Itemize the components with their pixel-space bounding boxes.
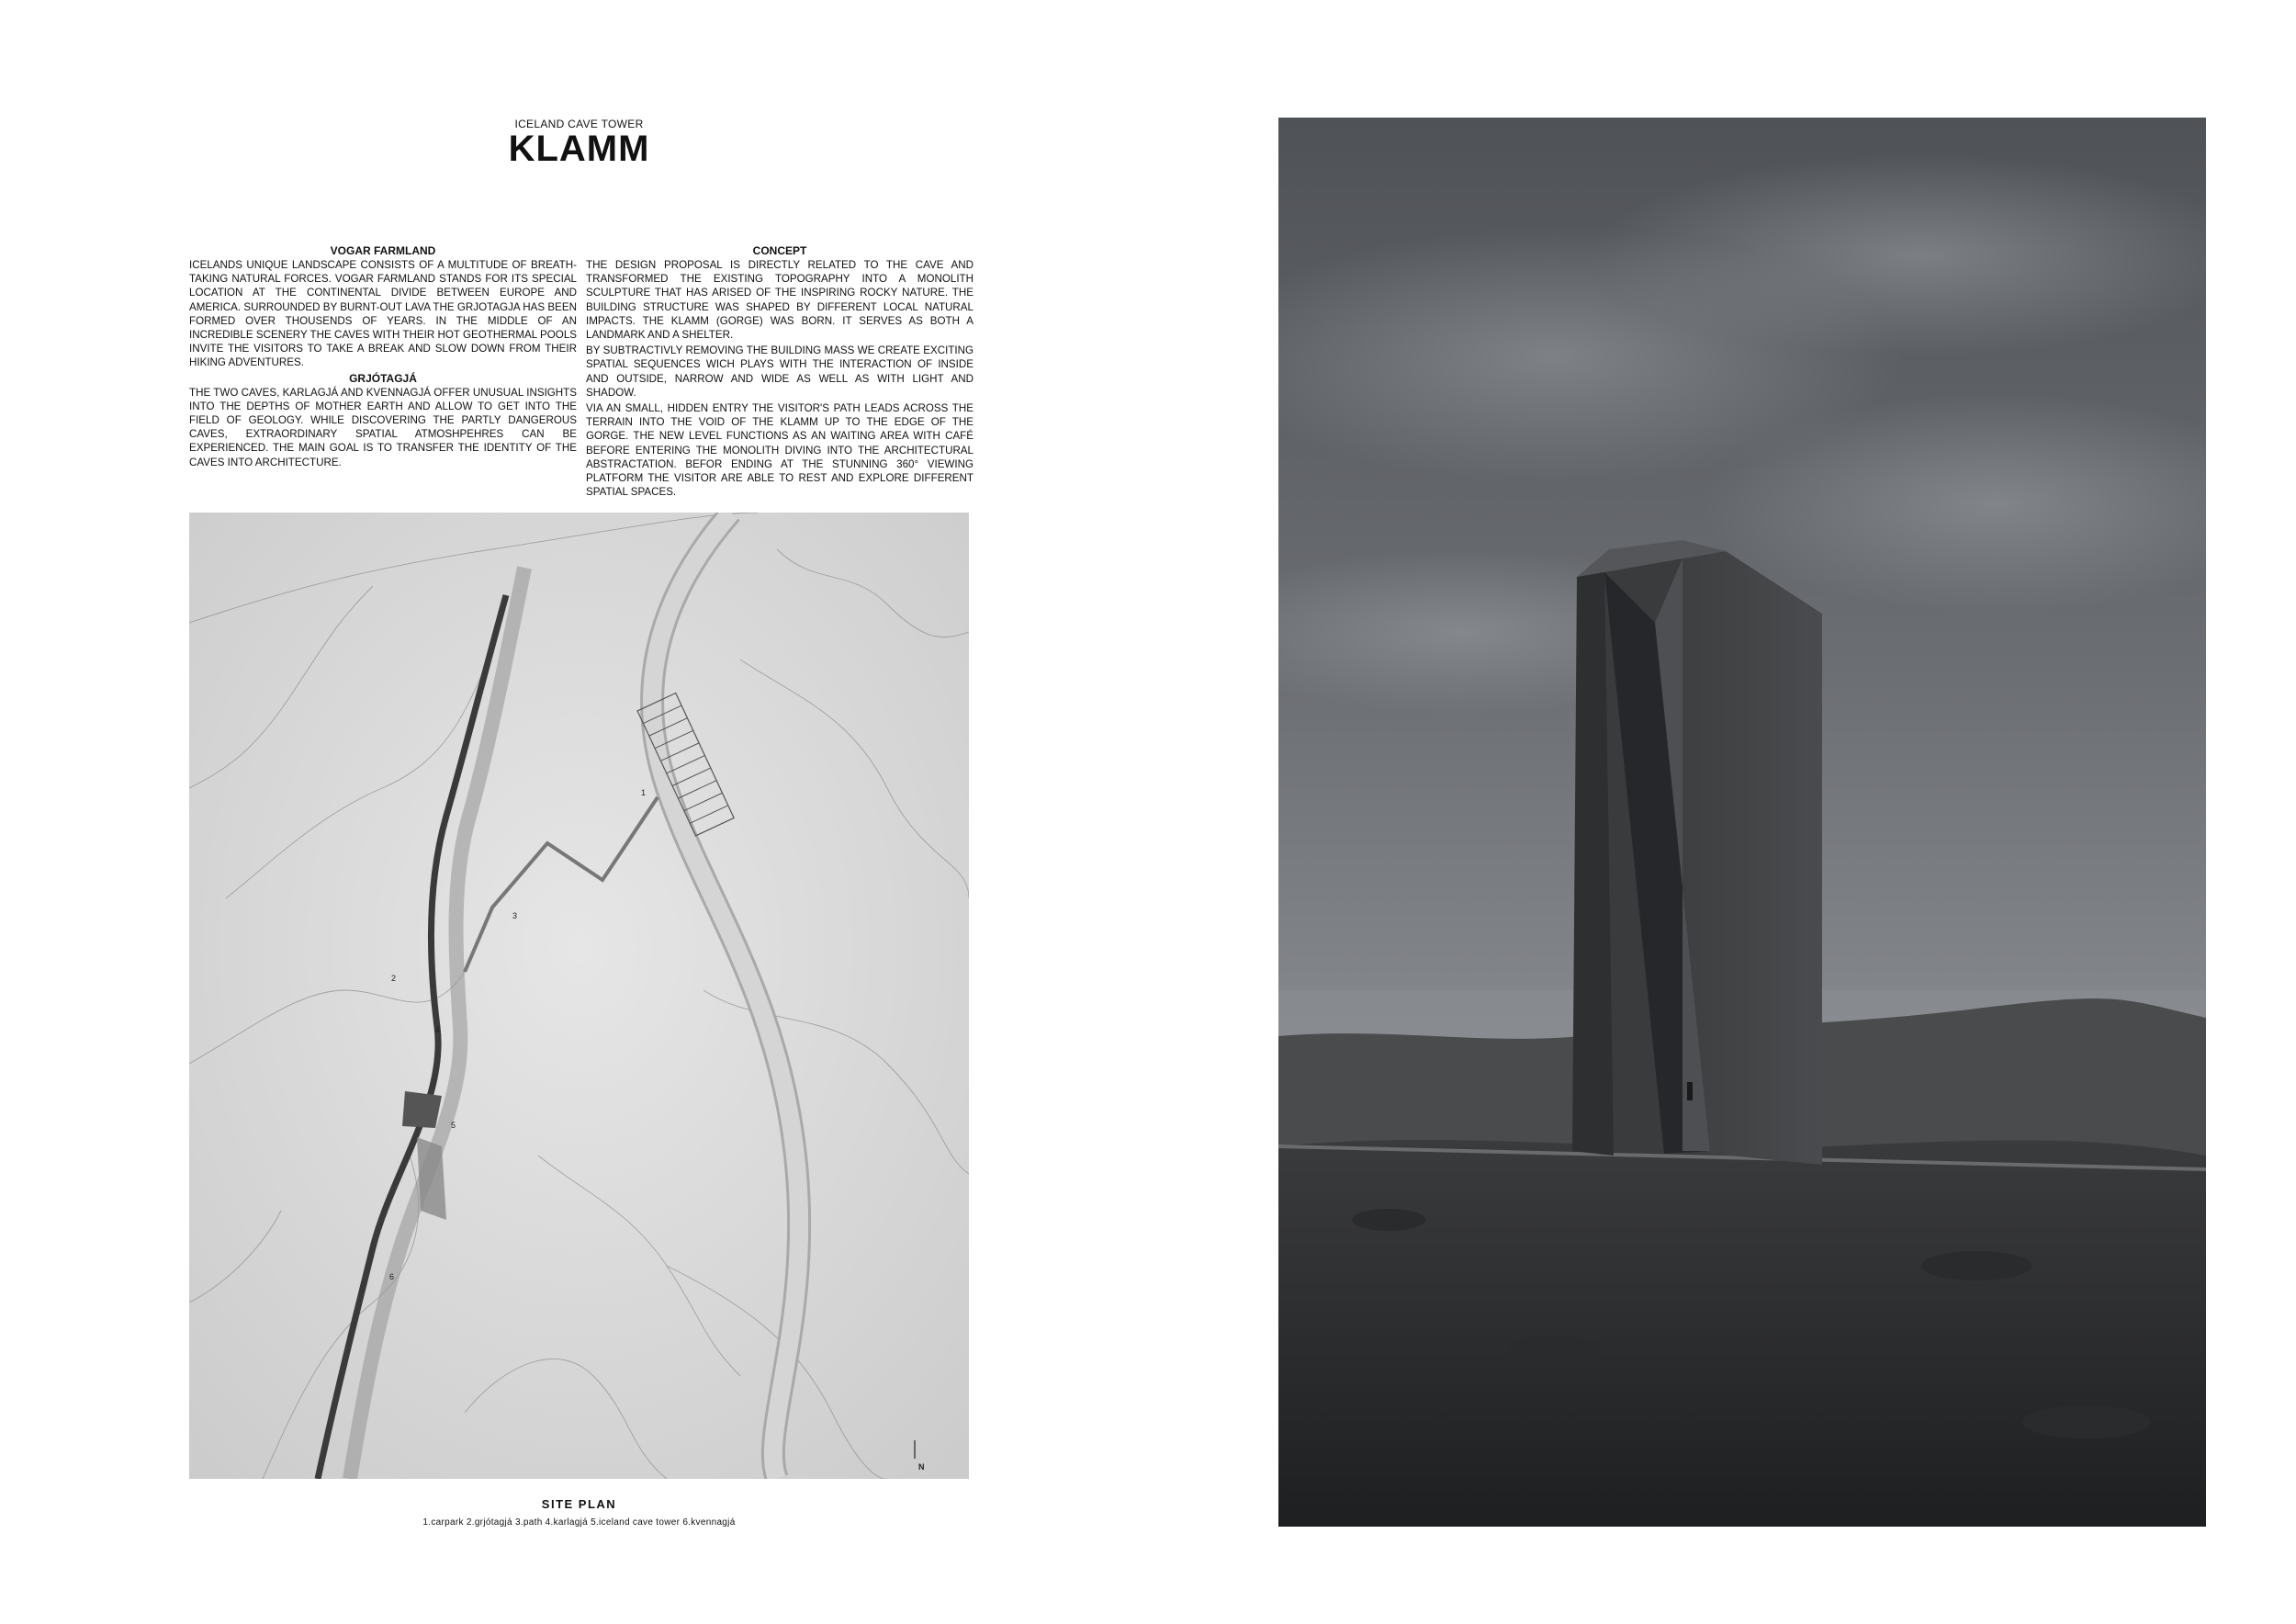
- project-subtitle: ICELAND CAVE TOWER: [514, 118, 644, 130]
- text-column-right: [586, 244, 974, 501]
- plan-label: 5: [451, 1121, 456, 1130]
- section-body: THE DESIGN PROPOSAL IS DIRECTLY RELATED TO THE CAVE AND TRANSFORMED THE EXISTING TOPOGRAPHY INTO A MONOLITH SCULPTURE THAT HAS ARISED OF THE INSPIRING ROCKY NATURE. THE BUILDING STRUCTURE WAS SHAPED BY DIFFERENT LOCAL NATURAL IMPACTS. THE KLAMM (GORGE) WAS BORN. IT SERVES AS BOTH A LANDMARK AND A SHELTER.: [586, 259, 974, 342]
- project-title: KLAMM: [508, 129, 650, 169]
- section-heading: VOGAR FARMLAND: [330, 244, 436, 257]
- plan-label: 1: [641, 788, 647, 797]
- section-body: VIA AN SMALL, HIDDEN ENTRY THE VISITOR'S PATH LEADS ACROSS THE TERRAIN INTO THE VOID OF THE KLAMM UP TO THE EDGE OF THE GORGE. THE NEW LEVEL FUNCTIONS AS AN WAITING AREA WITH CAFÉ BEFORE ENTERING THE MONOLITH DIVING INTO THE ARCHITECTURAL ABSTRACTATION. BEFOR ENDING AT THE STUNNING 360° VIEWING PLATFORM THE VISITOR ARE ABLE TO REST AND EXPLORE DIFFERENT SPATIAL SPACES.: [586, 402, 974, 499]
- site-plan-drawing: [189, 513, 969, 1479]
- svg-text:N: N: [918, 1462, 925, 1472]
- section-heading: GRJÓTAGJÁ: [349, 371, 417, 385]
- section-body: ICELANDS UNIQUE LANDSCAPE CONSISTS OF A MULTITUDE OF BREATH-TAKING NATURAL FORCES. VOGAR FARMLAND STANDS FOR ITS SPECIAL LOCATION AT THE CONTINENTAL DIVIDE BETWEEN EUROPE AND AMERICA. SURROUNDED BY BURNT-OUT LAVA THE GRJOTAGJA HAS BEEN FORMED OVER THOUSENDS OF YEARS. IN THE MIDDLE OF AN INCREDIBLE SCENERY THE CAVES WITH THEIR HOT GEOTHERMAL POOLS INVITE THE VISITORS TO TAKE A BREAK AND SLOW DOWN FROM THEIR HIKING ADVENTURES.: [189, 259, 577, 369]
- section-body: BY SUBTRACTIVLY REMOVING THE BUILDING MASS WE CREATE EXCITING SPATIAL SEQUENCES WICH PLAYS WITH THE INTERACTION OF INSIDE AND OUTSIDE, NARROW AND WIDE AS WELL AS WITH LIGHT AND SHADOW.: [586, 344, 974, 399]
- rendering-svg: [1278, 118, 2206, 1527]
- site-plan-legend: 1.carpark 2.grjótagjá 3.path 4.karlagjá 5.iceland cave tower 6.kvennagjá: [422, 1517, 736, 1528]
- site-plan-svg: [189, 513, 969, 1479]
- text-column-left: [189, 244, 577, 471]
- plan-label: 2: [391, 974, 397, 983]
- plan-label: 3: [512, 911, 518, 920]
- plan-label: 4: [435, 1025, 441, 1034]
- section-body: THE TWO CAVES, KARLAGJÁ AND KVENNAGJÁ OFFER UNUSUAL INSIGHTS INTO THE DEPTHS OF MOTHER EARTH AND ALLOW TO GET INTO THE FIELD OF GEOLOGY. WHILE DISCOVERING THE PARTLY DANGEROUS CAVES, EXTRAORDINARY SPATIAL ATMOSHPEHRES CAN BE EXPERIENCED. THE MAIN GOAL IS TO TRANSFER THE IDENTITY OF THE CAVES INTO ARCHITECTURE.: [189, 386, 577, 468]
- section-heading: CONCEPT: [752, 244, 807, 257]
- tower-rendering-image: [1278, 118, 2206, 1527]
- site-plan-title: SITE PLAN: [541, 1497, 617, 1511]
- plan-label: 6: [389, 1272, 395, 1281]
